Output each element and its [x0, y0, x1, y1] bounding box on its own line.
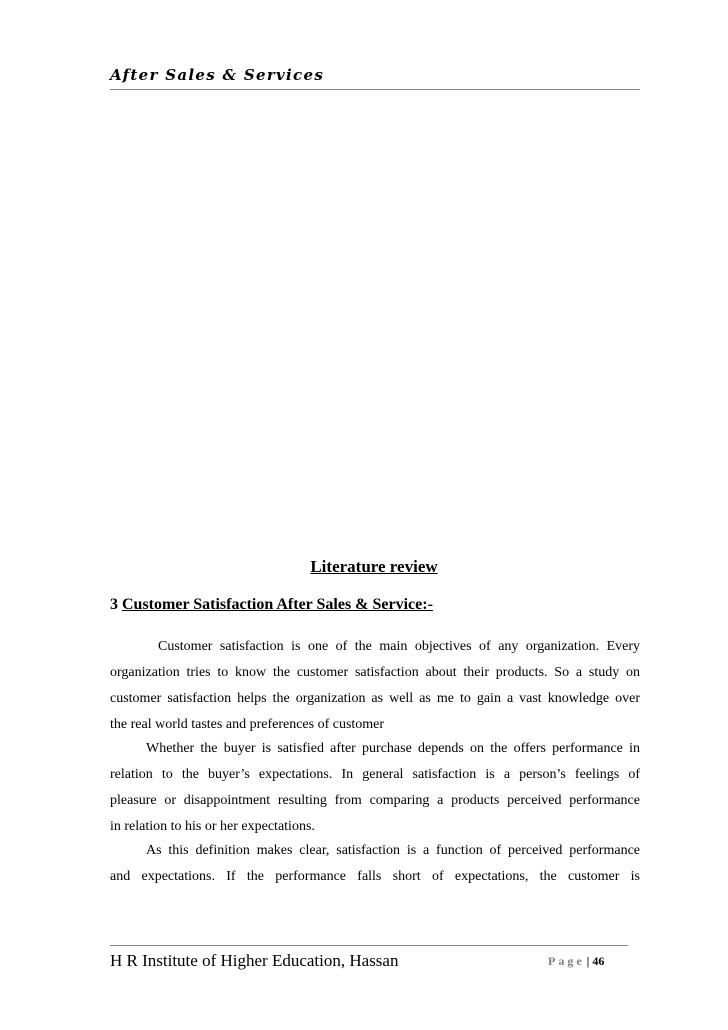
paragraph-2	[110, 736, 640, 840]
page-separator: |	[586, 954, 590, 968]
paragraph-line: in relation to his or her expectations.	[110, 819, 315, 834]
paragraph-3	[110, 838, 640, 890]
paragraph-line: and expectations. If the performance falls short of expectations, the customer is	[110, 869, 640, 884]
footer-divider	[110, 945, 628, 946]
paragraph-line: organization tries to know the customer satisfaction about their products. So a study on	[110, 665, 640, 680]
page-label: Page	[548, 954, 585, 968]
page-number: 46	[592, 954, 605, 968]
paragraph-line: As this definition makes clear, satisfaction is a function of perceived performance	[146, 843, 640, 858]
section-heading: Literature review	[310, 557, 438, 576]
paragraph-line: Customer satisfaction is one of the main objectives of any organization. Every	[158, 639, 640, 654]
paragraph-line: the real world tastes and preferences of customer	[110, 717, 385, 732]
sub-heading	[110, 596, 433, 614]
page-number-block	[548, 954, 604, 969]
header-divider	[110, 89, 640, 90]
footer-institute: H R Institute of Higher Education, Hassan	[110, 951, 399, 970]
sub-heading-number: 3	[110, 596, 118, 613]
paragraph-line: pleasure or disappointment resulting from comparing a products perceived performance	[110, 793, 640, 808]
paragraph-1	[110, 634, 640, 738]
header-title: After Sales & Services	[110, 66, 325, 84]
sub-heading-title: Customer Satisfaction After Sales & Service:-	[122, 596, 433, 613]
paragraph-line: relation to the buyer’s expectations. In general satisfaction is a person’s feelings of	[110, 767, 640, 782]
paragraph-line: Whether the buyer is satisfied after purchase depends on the offers performance in	[146, 741, 640, 756]
paragraph-line: customer satisfaction helps the organization as well as me to gain a vast knowledge over	[110, 691, 640, 706]
